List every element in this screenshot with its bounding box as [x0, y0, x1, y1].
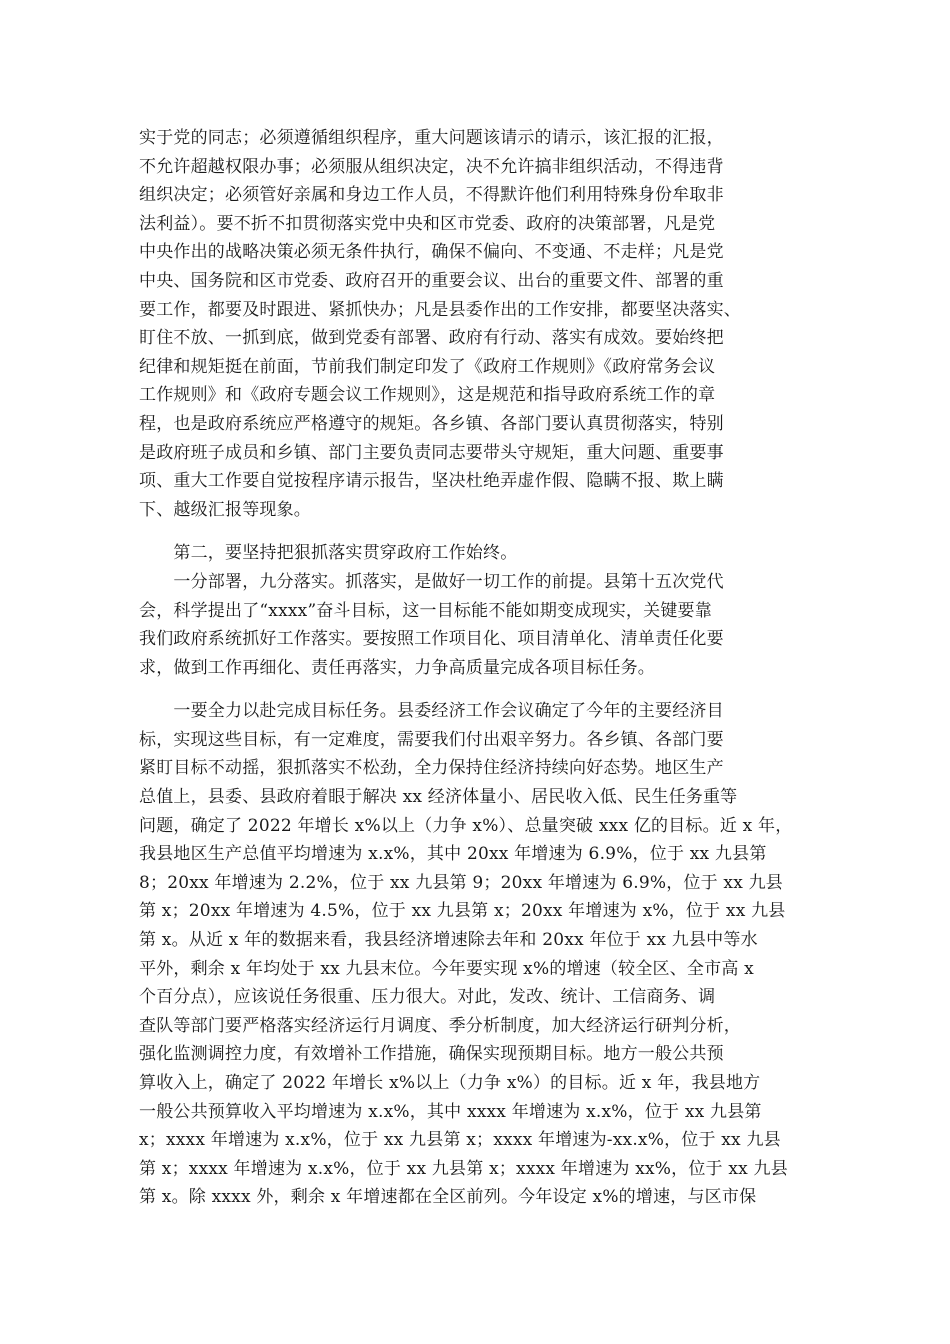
paragraph-gap — [139, 682, 829, 697]
paragraph — [139, 568, 829, 682]
paragraph — [139, 539, 829, 568]
text-line: 平外，剩余 x 年均处于 xx 九县末位。今年要实现 x%的增速（较全区、全市高 x — [139, 958, 754, 979]
text-line: 求，做到工作再细化、责任再落实，力争高质量完成各项目标任务。 — [139, 657, 655, 678]
text-line: 会，科学提出了“xxxx”奋斗目标，这一目标能不能如期变成现实，关键要靠 — [139, 600, 712, 621]
text-line: 盯住不放、一抓到底，做到党委有部署、政府有行动、落实有成效。要始终把 — [139, 328, 724, 349]
text-line: 第 x。除 xxxx 外，剩余 x 年增速都在全区前列。今年设定 x%的增速，与区市保 — [139, 1187, 757, 1208]
text-line: 中央、国务院和区市党委、政府召开的重要会议、出台的重要文件、部署的重 — [139, 270, 724, 291]
text-line: 是政府班子成员和乡镇、部门主要负责同志要带头守规矩，重大问题、重要事 — [139, 442, 724, 463]
text-line: 纪律和规矩挺在前面，节前我们制定印发了《政府工作规则》《政府常务会议 — [139, 356, 716, 377]
text-line: x；xxxx 年增速为 x.x%，位于 xx 九县第 x；xxxx 年增速为-xx.x%，位于 xx 九县 — [139, 1130, 781, 1151]
text-line: 法利益）。要不折不扣贯彻落实党中央和区市党委、政府的决策部署，凡是党 — [139, 213, 716, 234]
text-line: 总值上，县委、县政府着眼于解决 xx 经济体量小、居民收入低、民生任务重等 — [139, 787, 738, 808]
text-line: 一分部署，九分落实。抓落实，是做好一切工作的前提。县第十五次党代 — [139, 571, 724, 592]
text-line: 强化监测调控力度，有效增补工作措施，确保实现预期目标。地方一般公共预 — [139, 1044, 724, 1065]
text-line: 一般公共预算收入平均增速为 x.x%，其中 xxxx 年增速为 x.x%，位于 xx 九县第 — [139, 1101, 762, 1122]
text-line: 一要全力以赴完成目标任务。县委经济工作会议确定了今年的主要经济目 — [139, 701, 724, 722]
text-line: 第 x；xxxx 年增速为 x.x%，位于 xx 九县第 x；xxxx 年增速为 xx%，位于 xx 九县 — [139, 1158, 788, 1179]
text-line: 个百分点），应该说任务很重、压力很大。对此，发改、统计、工信商务、调 — [139, 987, 716, 1008]
text-line: 查队等部门要严格落实经济运行月调度、季分析制度，加大经济运行研判分析， — [139, 1015, 741, 1036]
paragraph-gap — [139, 524, 829, 539]
text-line: 8；20xx 年增速为 2.2%，位于 xx 九县第 9；20xx 年增速为 6.9%，位于 xx 九县 — [139, 872, 784, 893]
text-line: 我县地区生产总值平均增速为 x.x%，其中 20xx 年增速为 6.9%，位于 xx 九县第 — [139, 844, 767, 865]
text-line: 第二，要坚持把狠抓落实贯穿政府工作始终。 — [139, 543, 518, 564]
document-body — [139, 124, 829, 1212]
text-line: 算收入上，确定了 2022 年增长 x%以上（力争 x%）的目标。近 x 年，我县地方 — [139, 1073, 761, 1093]
text-line: 我们政府系统抓好工作落实。要按照工作项目化、项目清单化、清单责任化要 — [139, 629, 724, 650]
text-line: 实于党的同志；必须遵循组织程序，重大问题该请示的请示，该汇报的汇报， — [139, 128, 724, 148]
text-line: 第 x。从近 x 年的数据来看，我县经济增速除去年和 20xx 年位于 xx 九县中等水 — [139, 930, 758, 951]
text-line: 不允许超越权限办事；必须服从组织决定，决不允许搞非组织活动，不得违背 — [139, 156, 724, 177]
text-line: 问题，确定了 2022 年增长 x%以上（力争 x%）、总量突破 xxx 亿的目标。近 x 年， — [139, 815, 793, 836]
paragraph — [139, 697, 829, 1212]
text-line: 中央作出的战略决策必须无条件执行，确保不偏向、不变通、不走样；凡是党 — [139, 242, 724, 263]
paragraph — [139, 124, 829, 524]
text-line: 紧盯目标不动摇，狠抓落实不松劲，全力保持住经济持续向好态势。地区生产 — [139, 758, 724, 779]
text-line: 程，也是政府系统应严格遵守的规矩。各乡镇、各部门要认真贯彻落实，特别 — [139, 413, 724, 434]
text-line: 下、越级汇报等现象。 — [139, 499, 311, 520]
text-line: 标，实现这些目标，有一定难度，需要我们付出艰辛努力。各乡镇、各部门要 — [139, 729, 724, 750]
text-line: 第 x；20xx 年增速为 4.5%，位于 xx 九县第 x；20xx 年增速为 x%，位于 xx 九县 — [139, 901, 786, 922]
text-line: 工作规则》和《政府专题会议工作规则》，这是规范和指导政府系统工作的章 — [139, 385, 716, 406]
text-line: 组织决定；必须管好亲属和身边工作人员，不得默许他们利用特殊身份牟取非 — [139, 185, 724, 206]
text-line: 项、重大工作要自觉按程序请示报告，坚决杜绝弄虚作假、隐瞒不报、欺上瞒 — [139, 471, 724, 492]
text-line: 要工作，都要及时跟进、紧抓快办；凡是县委作出的工作安排，都要坚决落实、 — [139, 299, 741, 320]
